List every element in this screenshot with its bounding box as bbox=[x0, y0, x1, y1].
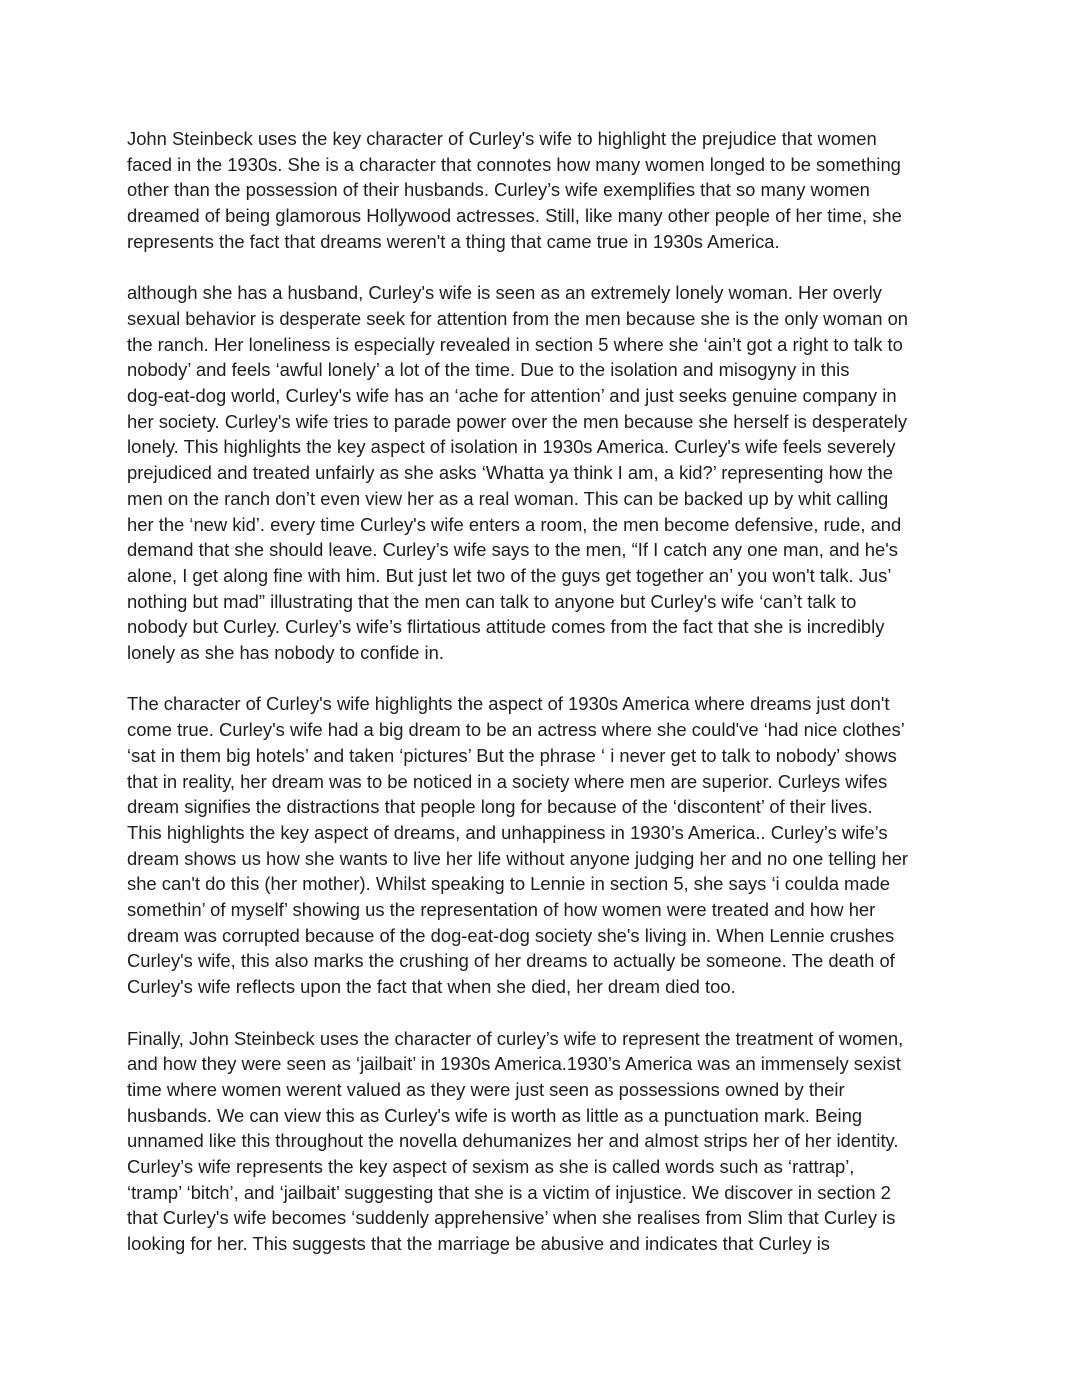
text-line: sexual behavior is desperate seek for attention from the men because she is the only woman on bbox=[127, 307, 909, 329]
text-line: men on the ranch don’t even view her as a real woman. This can be backed up by whit calling bbox=[127, 487, 889, 509]
text-line: come true. Curley's wife had a big dream to be an actress where she could've ‘had nice clothes’ bbox=[127, 719, 905, 741]
text-line: lonely. This highlights the key aspect of isolation in 1930s America. Curley's wife feels severely bbox=[127, 436, 896, 458]
text-line: dog-eat-dog world, Curley's wife has an ‘ache for attention’ and just seeks genuine company in bbox=[127, 385, 897, 407]
text-line: that Curley's wife becomes ‘suddenly apprehensive’ when she realises from Slim that Curley is bbox=[127, 1207, 896, 1229]
text-line: dream shows us how she wants to live her life without anyone judging her and no one telling her bbox=[127, 847, 909, 869]
text-line: Curley’s wife represents the key aspect of sexism as she is called words such as ‘rattrap’, bbox=[127, 1156, 855, 1178]
text-line: looking for her. This suggests that the marriage be abusive and indicates that Curley is bbox=[127, 1233, 830, 1255]
text-line: demand that she should leave. Curley’s wife says to the men, “If I catch any one man, and he's bbox=[127, 539, 898, 561]
text-line: Finally, John Steinbeck uses the character of curley’s wife to represent the treatment of women, bbox=[127, 1027, 904, 1049]
text-line: nobody’ and feels ‘awful lonely’ a lot of the time. Due to the isolation and misogyny in this bbox=[127, 359, 850, 381]
paragraph-loneliness bbox=[127, 280, 957, 666]
text-line: dreamed of being glamorous Hollywood actresses. Still, like many other people of her time, she bbox=[127, 205, 902, 227]
text-line: lonely as she has nobody to confide in. bbox=[127, 642, 444, 664]
text-line: the ranch. Her loneliness is especially revealed in section 5 where she ‘ain’t got a right to talk to bbox=[127, 333, 903, 355]
text-line: her the ‘new kid’. every time Curley's wife enters a room, the men become defensive, rude, and bbox=[127, 513, 902, 535]
text-line: ‘tramp’ ‘bitch’, and ‘jailbait’ suggesting that she is a victim of injustice. We discover in section 2 bbox=[127, 1181, 891, 1203]
paragraph-dreams bbox=[127, 691, 957, 999]
text-line: This highlights the key aspect of dreams, and unhappiness in 1930’s America.. Curley’s wife’s bbox=[127, 821, 888, 843]
text-line: and how they were seen as ‘jailbait’ in 1930s America.1930’s America was an immensely sexist bbox=[127, 1053, 901, 1075]
text-line: that in reality, her dream was to be noticed in a society where men are superior. Curleys wifes bbox=[127, 770, 888, 792]
text-line: dream was corrupted because of the dog-eat-dog society she's living in. When Lennie crushes bbox=[127, 924, 895, 946]
text-line: her society. Curley's wife tries to parade power over the men because she herself is desperately bbox=[127, 410, 908, 432]
text-line: ‘sat in them big hotels’ and taken ‘pictures’ But the phrase ‘ i never get to talk to nobody’ shows bbox=[127, 744, 897, 766]
text-line: other than the possession of their husbands. Curley’s wife exemplifies that so many women bbox=[127, 179, 870, 201]
text-line: although she has a husband, Curley's wife is seen as an extremely lonely woman. Her overly bbox=[127, 282, 882, 304]
document-page bbox=[127, 126, 957, 1283]
text-line: Curley's wife reflects upon the fact that when she died, her dream died too. bbox=[127, 976, 736, 998]
text-line: somethin’ of myself’ showing us the representation of how women were treated and how her bbox=[127, 899, 876, 921]
text-line: time where women werent valued as they were just seen as possessions owned by their bbox=[127, 1078, 845, 1100]
text-line: The character of Curley's wife highlights the aspect of 1930s America where dreams just don't bbox=[127, 693, 890, 715]
paragraph-treatment-of-women bbox=[127, 1026, 957, 1257]
text-line: faced in the 1930s. She is a character that connotes how many women longed to be something bbox=[127, 153, 901, 175]
text-line: dream signifies the distractions that people long for because of the ‘discontent’ of their lives. bbox=[127, 796, 873, 818]
text-line: Curley's wife, this also marks the crushing of her dreams to actually be someone. The death of bbox=[127, 950, 895, 972]
paragraph-intro bbox=[127, 126, 957, 255]
text-line: represents the fact that dreams weren't a thing that came true in 1930s America. bbox=[127, 230, 780, 252]
text-line: husbands. We can view this as Curley's wife is worth as little as a punctuation mark. Being bbox=[127, 1104, 863, 1126]
text-line: nobody but Curley. Curley’s wife’s flirtatious attitude comes from the fact that she is incredibly bbox=[127, 616, 885, 638]
text-line: alone, I get along fine with him. But just let two of the guys get together an’ you won't talk. Jus’ bbox=[127, 564, 892, 586]
text-line: prejudiced and treated unfairly as she asks ‘Whatta ya think I am, a kid?’ representing how the bbox=[127, 462, 894, 484]
text-line: nothing but mad” illustrating that the men can talk to anyone but Curley's wife ‘can’t talk to bbox=[127, 590, 857, 612]
text-line: John Steinbeck uses the key character of Curley's wife to highlight the prejudice that women bbox=[127, 128, 877, 149]
text-line: she can't do this (her mother). Whilst speaking to Lennie in section 5, she says ‘i coulda made bbox=[127, 873, 891, 895]
text-line: unnamed like this throughout the novella dehumanizes her and almost strips her of her identity. bbox=[127, 1130, 899, 1152]
